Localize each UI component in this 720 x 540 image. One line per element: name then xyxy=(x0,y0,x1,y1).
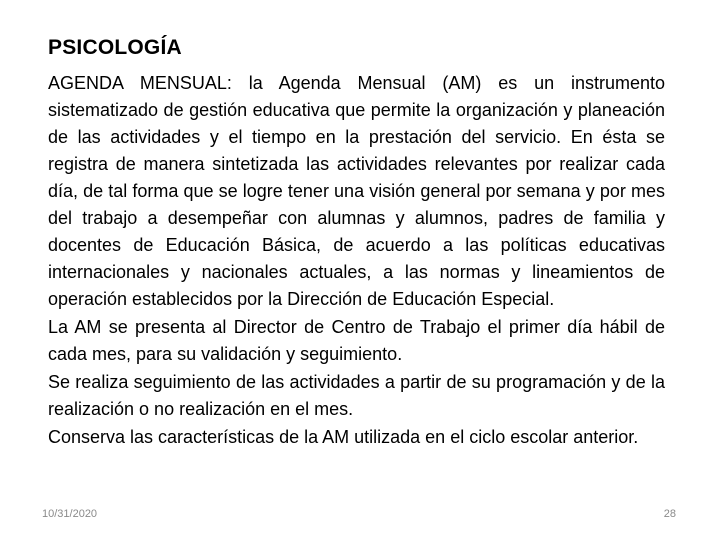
footer-date: 10/31/2020 xyxy=(42,508,98,520)
paragraph-conserve: Conserva las características de la AM utilizada en el ciclo escolar anterior. xyxy=(48,427,639,447)
paragraph-agenda-definition: AGENDA MENSUAL: la Agenda Mensual (AM) es un instrumento sistematizado de gestión educativa que permite la organización y planeación de las actividades y el tiempo en la prestación del servicio. En ésta se registra de manera sintetizada las actividades relevantes por realizar cada día, de tal forma que se logre tener una visión general por semana y por mes del trabajo a desempeñar con alumnas y alumnos, padres de familia y docentes de Educación Básica, de acuerdo a las políticas educativas internacionales y nacionales actuales, a las normas y lineamientos de operación establecidos por la Dirección de Educación Especial. xyxy=(48,73,665,309)
slide-title: PSICOLOGÍA xyxy=(48,36,182,59)
paragraph-presentation: La AM se presenta al Director de Centro de Trabajo el primer día hábil de cada mes, para su validación y seguimiento. xyxy=(48,317,665,364)
page-number: 28 xyxy=(663,508,676,520)
paragraph-follow-up: Se realiza seguimiento de las actividades a partir de su programación y de la realización o no realización en el mes. xyxy=(48,372,665,419)
slide-body xyxy=(48,70,665,452)
